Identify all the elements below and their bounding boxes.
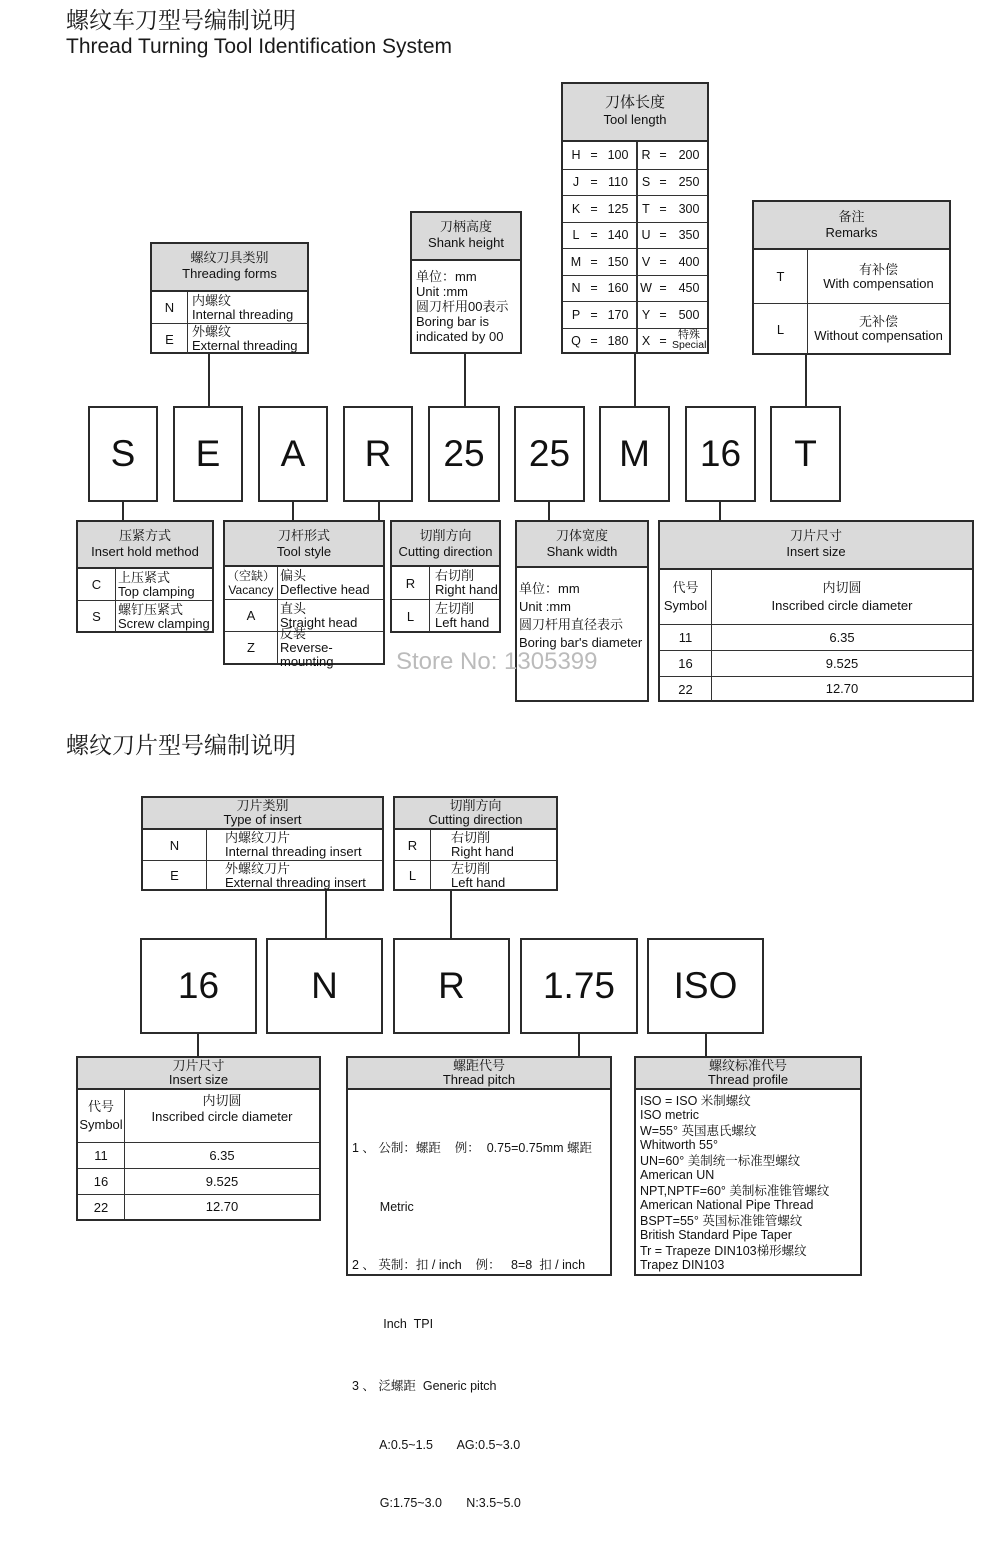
insert-size-symbol: 22	[78, 1195, 125, 1219]
length-code: V	[641, 254, 651, 269]
thread-profile-line: ISO metric	[640, 1107, 700, 1122]
equals-sign: =	[659, 201, 667, 216]
length-code: K	[571, 201, 581, 216]
insert-cutting-direction-row	[395, 830, 556, 860]
cutting-direction-cn: 切削方向	[419, 528, 472, 543]
length-value: 500	[678, 307, 700, 322]
thread-profile-line: Trapez DIN103	[640, 1257, 725, 1272]
row-cn: 偏头	[280, 568, 307, 583]
insert-cutting-direction-key: R	[395, 830, 431, 860]
row-cn: 左切削	[451, 860, 491, 876]
insert-hold-en: Insert hold method	[91, 544, 199, 559]
insert-size-en: Insert size	[786, 544, 846, 559]
insert-code-box-type: N	[266, 938, 383, 1034]
shank-height-box	[410, 211, 522, 354]
row-cn: 外螺纹	[192, 324, 232, 339]
thread-pitch-en: Thread pitch	[442, 1072, 516, 1087]
thread-pitch-line: 1 、 公制：螺距 例： 0.75=0.75mm 螺距	[352, 1141, 592, 1155]
equals-sign: =	[659, 307, 667, 322]
connector-line	[634, 354, 636, 406]
insert-cutting-direction-row	[395, 860, 556, 890]
length-value: 200	[678, 148, 700, 163]
shank-height-en: Shank height	[428, 235, 504, 250]
thread-pitch-line: 3 、 泛螺距 Generic pitch	[352, 1379, 497, 1393]
tool-length-table	[563, 142, 707, 352]
length-value: 170	[607, 307, 629, 322]
tool-length-row	[563, 248, 707, 275]
insert-size-value: 12.70	[205, 1199, 239, 1214]
shank-width-line: Unit :mm	[519, 599, 571, 614]
equals-sign: =	[590, 334, 598, 349]
equals-sign: =	[659, 254, 667, 269]
threading-forms-box	[150, 242, 309, 354]
insert-size-lower-row	[78, 1168, 319, 1194]
thread-profile-line: Whitworth 55°	[640, 1137, 718, 1152]
length-value: 250	[678, 175, 700, 190]
equals-sign: =	[659, 148, 667, 163]
insert-cutting-direction-box	[393, 796, 558, 891]
equals-sign: =	[590, 281, 598, 296]
row-cn: 内螺纹刀片	[225, 830, 291, 845]
length-code: X	[641, 334, 651, 349]
row-cn: 直头	[280, 600, 307, 616]
insert-size-cn: 刀片尺寸	[789, 528, 842, 543]
tool-length-row	[563, 169, 707, 196]
connector-line	[378, 502, 380, 520]
insert-hold-key: S	[78, 601, 116, 632]
thread-pitch-line: G:1.75~3.0 N:3.5~5.0	[352, 1496, 521, 1510]
tool-style-key2: Vacancy	[228, 583, 274, 597]
shank-width-line: 单位：mm	[519, 581, 580, 596]
row-cn: 上压紧式	[118, 569, 171, 585]
length-value: 160	[607, 281, 629, 296]
length-code: M	[570, 254, 582, 269]
row-en: With compensation	[823, 275, 934, 291]
shank-height-cn: 刀柄高度	[439, 219, 492, 234]
code-box-r: R	[343, 406, 413, 502]
equals-sign: =	[590, 228, 598, 243]
insert-size-lower-en: Insert size	[168, 1072, 229, 1087]
insert-hold-cn: 压紧方式	[118, 528, 171, 543]
connector-line	[197, 1034, 199, 1057]
thread-pitch-box	[346, 1056, 612, 1510]
remarks-cn: 备注	[838, 209, 865, 224]
code-box-a: A	[258, 406, 328, 502]
tool-length-divider	[636, 142, 638, 352]
thread-profile-line: Tr = Trapeze DIN103梯形螺纹	[640, 1244, 807, 1258]
shank-height-line: Boring bar is	[416, 314, 489, 329]
connector-line	[464, 354, 466, 406]
insert-cutting-direction-en: Cutting direction	[428, 812, 523, 827]
length-code: T	[642, 201, 650, 216]
length-value: 180	[607, 334, 629, 349]
insert-size-value: 6.35	[829, 629, 855, 645]
insert-size-lower-row	[78, 1142, 319, 1168]
shank-width-line: Boring bar's diameter	[519, 635, 643, 650]
connector-line	[208, 354, 210, 406]
insert-code-box-size: 16	[140, 938, 257, 1034]
equals-sign: =	[590, 148, 598, 163]
cutting-direction-key: R	[392, 567, 430, 599]
length-code: P	[571, 307, 581, 322]
tool-style-box	[223, 520, 385, 669]
threading-forms-key: N	[152, 292, 188, 323]
equals-sign: =	[590, 201, 598, 216]
length-code: L	[572, 228, 580, 243]
tool-style-key: A	[225, 600, 278, 631]
insert-title-cn: 螺纹刀片型号编制说明	[66, 732, 296, 758]
equals-sign: =	[590, 307, 598, 322]
row-en: Right hand	[451, 844, 514, 859]
insert-size-value: 12.70	[825, 681, 859, 696]
thread-profile-cn: 螺纹标准代号	[708, 1058, 787, 1073]
type-of-insert-row	[143, 830, 382, 860]
tool-length-en: Tool length	[603, 112, 667, 127]
row-en: Left hand	[435, 615, 490, 630]
thread-profile-line: W=55° 英国惠氏螺纹	[640, 1124, 757, 1138]
type-of-insert-box	[141, 796, 384, 891]
type-of-insert-key: E	[143, 861, 207, 890]
thread-pitch-cn: 螺距代号	[452, 1058, 505, 1073]
shank-height-line: 圆刀杆用00表示	[416, 299, 509, 314]
insert-size-symbol: 11	[660, 625, 712, 650]
length-code: Y	[641, 307, 651, 322]
insert-size-symbol: 16	[660, 651, 712, 676]
tool-style-key: Z	[225, 632, 278, 663]
row-cn: 无补偿	[858, 314, 898, 329]
length-value	[672, 330, 706, 350]
insert-size-lower-row	[78, 1194, 319, 1219]
length-code: U	[641, 228, 651, 243]
equals-sign: =	[659, 175, 667, 190]
length-code: J	[572, 175, 580, 190]
row-cn: 螺钉压紧式	[118, 601, 184, 617]
threading-forms-en: Threading forms	[182, 266, 277, 281]
thread-pitch-line: A:0.5~1.5 AG:0.5~3.0	[352, 1437, 521, 1452]
type-of-insert-key: N	[143, 830, 207, 860]
remarks-row	[754, 250, 949, 303]
row-en: Without compensation	[814, 328, 943, 343]
cutting-direction-row	[392, 599, 499, 632]
tool-style-key: （空缺）	[226, 569, 275, 583]
insert-code-box-pitch: 1.75	[520, 938, 638, 1034]
connector-line	[805, 355, 807, 406]
code-box-insert-size: 16	[685, 406, 756, 502]
insert-size-value: 9.525	[825, 655, 859, 671]
row-en: Internal threading insert	[225, 844, 362, 859]
row-en: External threading	[192, 338, 298, 353]
threading-forms-row	[152, 292, 307, 323]
type-of-insert-row	[143, 860, 382, 890]
remarks-en: Remarks	[825, 225, 878, 240]
connector-line	[548, 502, 550, 520]
symbol-en: Symbol	[79, 1117, 123, 1132]
row-cn: 内螺纹	[192, 292, 232, 308]
row-en: Deflective head	[280, 582, 370, 597]
threading-forms-cn: 螺纹刀具类别	[190, 250, 269, 265]
equals-sign: =	[659, 334, 667, 349]
insert-size-row	[660, 624, 972, 650]
length-code: H	[571, 148, 581, 163]
thread-profile-line: British Standard Pipe Taper	[640, 1227, 792, 1242]
shank-height-line: Unit :mm	[416, 284, 468, 299]
length-value: 100	[607, 148, 629, 163]
row-cn: 有补偿	[858, 261, 898, 277]
equals-sign: =	[590, 175, 598, 190]
tool-length-row	[563, 275, 707, 302]
connector-line	[719, 502, 721, 520]
remarks-box	[752, 200, 951, 355]
threading-forms-key: E	[152, 324, 188, 354]
code-box-m: M	[599, 406, 670, 502]
remarks-key: L	[754, 304, 808, 354]
insert-hold-box	[76, 520, 214, 633]
insert-size-symbol: 22	[660, 677, 712, 701]
insert-code-box-direction: R	[393, 938, 510, 1034]
thread-profile-line: American UN	[640, 1167, 715, 1182]
row-en: External threading insert	[225, 874, 366, 890]
shank-height-line: 单位：mm	[416, 269, 477, 284]
insert-size-row	[660, 676, 972, 701]
insert-size-row	[660, 650, 972, 676]
insert-size-lower-header	[78, 1090, 319, 1142]
insert-size-lower-cn: 刀片尺寸	[172, 1058, 225, 1073]
tool-style-row	[225, 567, 383, 599]
thread-profile-box	[634, 1056, 862, 1276]
remarks-row	[754, 303, 949, 354]
thread-profile-line: American National Pipe Thread	[640, 1197, 814, 1212]
code-box-s: S	[88, 406, 158, 502]
connector-line	[122, 502, 124, 520]
thread-pitch-line: Inch TPI	[352, 1316, 434, 1331]
code-box-shank-height: 25	[428, 406, 500, 502]
insert-hold-row	[78, 569, 212, 600]
row-en: Reverse-mounting	[280, 639, 334, 669]
thread-profile-line: UN=60° 美制统一标准型螺纹	[640, 1154, 801, 1168]
watermark: Store No: 1305399	[396, 648, 598, 675]
insert-cutting-direction-key: L	[395, 861, 431, 890]
type-of-insert-cn: 刀片类别	[236, 798, 289, 813]
tool-length-row	[563, 301, 707, 328]
symbol-cn: 代号	[672, 580, 699, 595]
special-label: Special	[672, 338, 707, 351]
length-code: R	[641, 148, 651, 163]
tool-length-row	[563, 222, 707, 249]
insert-size-value: 9.525	[205, 1173, 239, 1189]
insert-size-lower-box	[76, 1056, 321, 1221]
insert-size-symbol: 11	[78, 1143, 125, 1168]
insert-size-symbol: 16	[78, 1169, 125, 1194]
connector-line	[578, 1034, 580, 1057]
tool-length-row	[563, 195, 707, 222]
diameter-en: Inscribed circle diameter	[151, 1109, 293, 1124]
length-code: N	[571, 281, 581, 296]
code-box-t: T	[770, 406, 841, 502]
insert-size-value: 6.35	[209, 1147, 235, 1163]
tool-length-row	[563, 328, 707, 355]
cutting-direction-box	[390, 520, 501, 633]
tool-style-en: Tool style	[276, 544, 332, 559]
row-en: Right hand	[435, 582, 498, 597]
equals-sign: =	[590, 254, 598, 269]
tool-length-row	[563, 142, 707, 169]
thread-profile-line: NPT,NPTF=60° 美制标准锥管螺纹	[640, 1184, 830, 1198]
length-value: 125	[607, 201, 629, 216]
diameter-en: Inscribed circle diameter	[771, 598, 913, 613]
length-code: Q	[571, 334, 581, 349]
length-value: 300	[678, 201, 700, 216]
threading-forms-row	[152, 323, 307, 354]
connector-line	[292, 502, 294, 520]
special-label-cn: 特殊	[678, 328, 700, 341]
shank-height-line: indicated by 00	[416, 329, 504, 344]
row-cn: 左切削	[435, 601, 475, 616]
title-cn: 螺纹车刀型号编制说明	[66, 7, 296, 33]
tool-style-cn: 刀杆形式	[277, 528, 330, 543]
row-cn: 外螺纹刀片	[225, 860, 291, 876]
title-en: Thread Turning Tool Identification System	[66, 35, 452, 58]
diameter-cn: 内切圆	[202, 1093, 242, 1108]
thread-profile-en: Thread profile	[707, 1072, 789, 1087]
connector-line	[325, 891, 327, 938]
length-value: 400	[678, 254, 700, 269]
length-value: 350	[678, 228, 700, 243]
tool-length-box	[561, 82, 709, 354]
code-box-shank-width: 25	[514, 406, 585, 502]
tool-style-row	[225, 625, 383, 669]
shank-width-en: Shank width	[546, 544, 618, 559]
symbol-cn: 代号	[87, 1099, 114, 1114]
row-cn: 反装	[280, 625, 307, 641]
row-en: Straight head	[280, 614, 358, 630]
row-en: Top clamping	[118, 583, 195, 599]
insert-hold-key: C	[78, 569, 116, 600]
thread-pitch-line: 2 、 英制：扣 / inch 例： 8=8 扣 / inch	[352, 1258, 586, 1272]
insert-size-box	[658, 520, 974, 702]
cutting-direction-en: Cutting direction	[398, 544, 493, 559]
length-code: S	[641, 175, 651, 190]
row-cn: 右切削	[435, 568, 475, 583]
row-en: Left hand	[451, 874, 506, 890]
thread-pitch-line: Metric	[352, 1199, 414, 1214]
insert-size-header-row	[660, 570, 972, 624]
row-en: Screw clamping	[118, 615, 210, 631]
length-value: 140	[607, 228, 629, 243]
thread-profile-line: ISO = ISO 米制螺纹	[640, 1094, 751, 1108]
insert-cutting-direction-cn: 切削方向	[449, 798, 502, 813]
tool-length-cn: 刀体长度	[604, 94, 665, 111]
insert-code-box-profile: ISO	[647, 938, 764, 1034]
type-of-insert-en: Type of insert	[223, 812, 302, 827]
length-value: 150	[607, 254, 629, 269]
length-value: 450	[678, 281, 700, 296]
symbol-en: Symbol	[663, 598, 708, 613]
equals-sign: =	[659, 281, 667, 296]
shank-width-cn: 刀体宽度	[555, 528, 608, 543]
cutting-direction-key: L	[392, 600, 430, 632]
row-cn: 右切削	[451, 830, 491, 845]
insert-hold-row	[78, 600, 212, 632]
thread-profile-line: BSPT=55° 英国标准锥管螺纹	[640, 1214, 803, 1228]
length-code: W	[640, 281, 652, 296]
row-en: Internal threading	[192, 306, 294, 322]
diameter-cn: 内切圆	[822, 580, 862, 595]
length-value: 110	[608, 175, 628, 190]
code-box-e: E	[173, 406, 243, 502]
cutting-direction-row	[392, 567, 499, 599]
remarks-key: T	[754, 250, 808, 303]
shank-width-line: 圆刀杆用直径表示	[519, 617, 624, 632]
connector-line	[705, 1034, 707, 1057]
equals-sign: =	[659, 228, 667, 243]
connector-line	[450, 891, 452, 938]
